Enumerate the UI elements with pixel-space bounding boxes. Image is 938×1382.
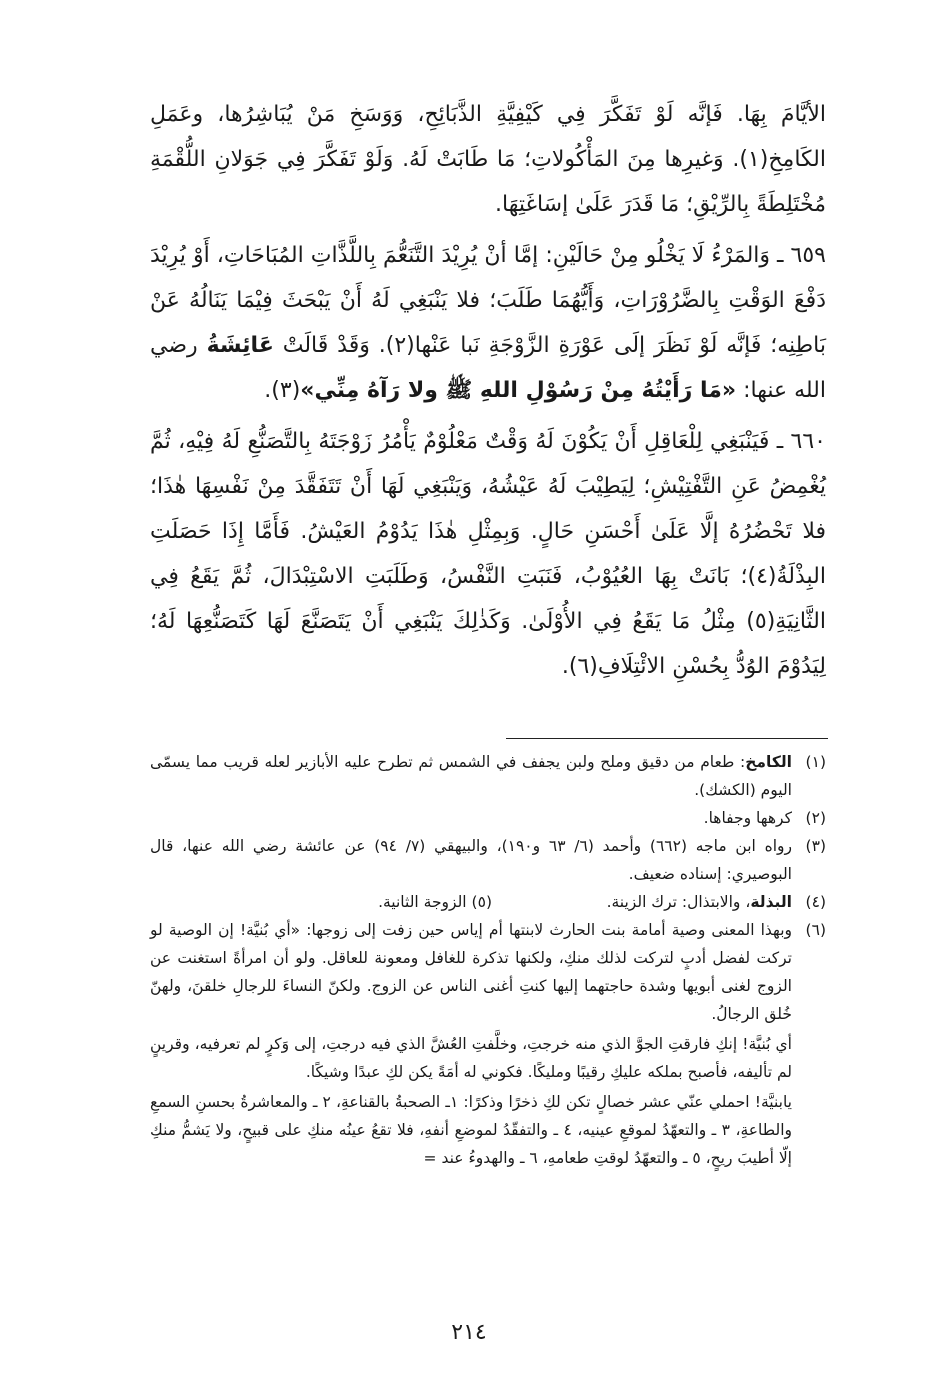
footnote-text: رواه ابن ماجه (٦٦٢) وأحمد (٦/ ٦٣ و١٩٠)، والبيهقي (٧/ ٩٤) عن عائشة رضي الله عنها، قال البوصيري: إسناده ضعيف. xyxy=(150,837,792,883)
paragraph-1 xyxy=(150,92,826,227)
footnote-number: (٢) xyxy=(805,809,826,827)
footnote-2 xyxy=(150,804,826,832)
footnote-3 xyxy=(150,832,826,888)
footnote-text: : طعام من دقيق وملح ولبن يجفف في الشمس ثم تطرح عليه الأبازير لعله قريب مما يسمّى اليوم (الكشك). xyxy=(150,753,792,799)
footnote-text: الزوجة الثانية. xyxy=(378,893,467,911)
footnote-number: (١) xyxy=(805,753,826,771)
footnote-5-body xyxy=(378,888,492,916)
footnote-text: ، والابتذال: ترك الزينة. xyxy=(606,893,751,911)
footnote-1 xyxy=(150,748,826,804)
footnotes-section xyxy=(150,748,826,1172)
footnote-number: (٣) xyxy=(805,837,826,855)
footnote-term: الكامخ xyxy=(745,753,792,771)
footnote-6-sub-2: يابنيَّة! احملي عنّي عشر خصالٍ تكن لكِ ذخرًا وذكرًا: ١ـ الصحبةُ بالقناعةِ، ٢ ـ والمعاشرةُ بحسنِ السمعِ والطاعةِ، ٣ ـ والتعهّدُ لموقعِ عينيه، ٤ ـ والتفقّدُ لموضعِ أنفهِ، فلا تقعُ عينُه منكِ على قبيحٍ، ولا يَشمُّ منكِ إلّا أطيبَ ريحٍ، ٥ ـ والتعهّدُ لوقتِ طعامهِ، ٦ ـ والهدوءُ عند = xyxy=(150,1093,792,1167)
footnote-4-body xyxy=(492,888,792,916)
footnote-6-body xyxy=(150,916,792,1172)
hadith-quote: «مَا رَأَيْتُهُ مِنْ رَسُوْلِ اللهِ ﷺ ولا رَآهُ مِنِّي» xyxy=(300,378,737,403)
footnote-6 xyxy=(150,916,826,1172)
paragraph-1-text: الأيَّامَ بِهَا. فَإنَّه لَوْ تَفَكَّرَ فِي كَيْفِيَّةِ الذَّبَائِحِ، وَوَسَخِ مَنْ يُبَاشِرُها، وعَمَلِ الكَامِخِ(١). وَغيرِها مِنَ المَأْكُولاتِ؛ مَا طَابَتْ لَهُ. وَلَوْ تَفَكَّرَ فِي جَوَلانِ اللُّقْمَةِ مُخْتَلِطَةً بِالرِّيْقِ؛ مَا قَدَرَ عَلَىٰ إسَاغَتِهَا. xyxy=(150,102,826,217)
footnote-4-5 xyxy=(150,888,826,916)
footnote-text: كرهها وجفاها. xyxy=(703,809,792,827)
aisha-name: عَائِشَةُ xyxy=(206,333,274,358)
footnote-term: البذلة xyxy=(750,893,792,911)
footnote-body xyxy=(150,748,792,804)
footnote-divider xyxy=(506,738,828,739)
paragraph-659-text: ٦٥٩ ـ وَالمَرْءُ لَا يَخْلُو مِنْ حَالَيْنِ: إمَّا أنْ يُرِيْدَ التَّنَعُّمَ بِاللَّذَّاتِ المُبَاحَاتِ، أَوْ يُرِيْدَ دَفْعَ الوَقْتِ بِالضَّرُوْرَاتِ، وَأَيُّهُمَا طَلَبَ؛ فلا يَنْبَغِي لَهُ أَنْ يَبْحَثَ فِيْمَا يَنَالُهُ عَنْ بَاطِنِه؛ فَإنَّه لَوْ نَظَرَ إلَى عَوْرَةِ الزَّوْجَةِ نَبا عَنْها(٢). وَقَدْ قَالَتْ xyxy=(150,243,827,358)
footnote-text: وبهذا المعنى وصية أمامة بنت الحارث لابنتها أم إياس حين زفت إلى زوجها: «أي بُنيَّة! إن الوصية لو تركت لفضل أدبٍ لتركت لذلك منكِ، ولكنها تذكرة للغافل ومعونة للعاقل. ولو أن امرأةً استغنت عن الزوج لغنى أبويها وشدة حاجتهما إليها كنتِ أغنى الناس عن الزوج. ولكنّ النساءَ للرجالِ خلقنَ، ولهنّ خُلق الرجالُ. xyxy=(150,921,792,1023)
main-text xyxy=(150,92,826,695)
hadith-footnote-ref: (٣). xyxy=(264,378,301,403)
page-number: ٢١٤ xyxy=(451,1320,487,1345)
paragraph-659 xyxy=(150,233,826,413)
footnote-number: (٦) xyxy=(805,921,826,939)
footnote-inline-pair xyxy=(150,888,792,916)
footnote-number: (٤) xyxy=(805,893,826,911)
honorific-text: رضي الله عنها: xyxy=(150,333,826,403)
paragraph-660-text: ٦٦٠ ـ فَيَنْبَغِي لِلْعَاقِلِ أَنْ يَكُوْنَ لَهُ وَقْتٌ مَعْلُوْمٌ يَأْمُرُ زَوْجَتَهُ بِالتَّصَنُّعِ لَهُ فِيْهِ، ثُمَّ يُغْمِضُ عَنِ التَّفْتِيْشِ؛ لِيَطِيْبَ لَهُ عَيْشُهُ، وَيَنْبَغِي لَهَا أَنْ تَتَفَقَّدَ مِنْ نَفْسِهَا هٰذَا؛ فلا تَحْضُرُهُ إلَّا عَلَىٰ أَحْسَنِ حَالٍ. وَبِمِثْلِ هٰذَا يَدُوْمُ العَيْشُ. فَأَمَّا إِذَا حَصَلَتِ البِذْلَةُ(٤)؛ بَانَتْ بِهَا العُيُوْبُ، فَنَبَتِ النَّفْسُ، وَطَلَبَتِ الاسْتِبْدَالَ، ثُمَّ يَقَعُ فِي الثَّانِيَةِ(٥) مِثْلُ مَا يَقَعُ فِي الأُوْلَىٰ. وَكَذٰلِكَ يَنْبَغِي أَنْ يَتَصَنَّعَ لَهَا كَتَصَنُّعِهَا لَهُ؛ لِيَدُوْمَ الوُدُّ بِحُسْنِ الائْتِلَافِ(٦). xyxy=(150,429,826,679)
footnote-number: (٥) xyxy=(471,893,492,911)
paragraph-660 xyxy=(150,419,826,689)
footnote-6-sub-1: أي بُنيَّة! إنكِ فارقتِ الجوَّ الذي منه خرجتِ، وخلَّفتِ العُشَّ الذي فيه درجتِ، إلى وَكرٍ لم تعرفيه، وقرينٍ لم تأليفه، فأصبح بملكه عليكِ رقيبًا ومليكًا. فكوني له أمَةً يكن لكِ عبدًا وشيكًا. xyxy=(150,1035,792,1081)
